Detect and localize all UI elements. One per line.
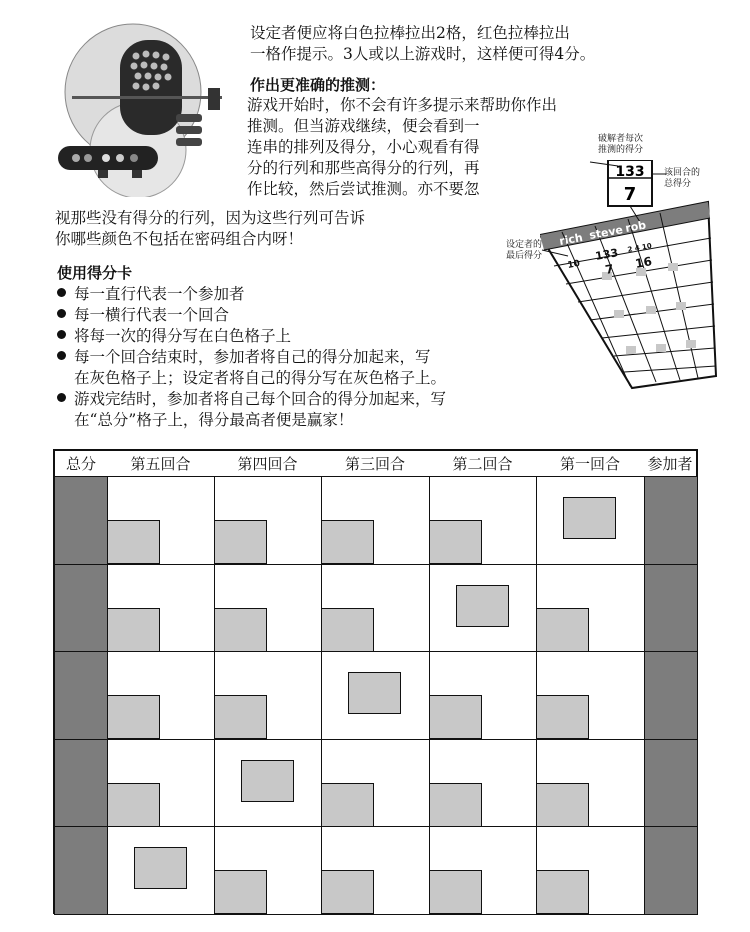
example-card-illustration: [540, 160, 720, 390]
player-name-cell[interactable]: [644, 651, 698, 740]
bullet-item: 每一直行代表一个参加者: [57, 284, 446, 305]
guess-line: 连串的排列及得分，小心观看有得: [247, 138, 480, 156]
round-total-box[interactable]: [536, 783, 589, 827]
guess-line: 作比较，然后尝试推测。亦不要忽: [247, 180, 480, 198]
callout-setter-last: 设定者的 最后得分: [506, 240, 543, 261]
bullet-item: 每一横行代表一个回合: [57, 305, 446, 326]
round-total-box[interactable]: [321, 870, 374, 914]
header-round-4: 第四回合: [237, 455, 298, 473]
total-score-cell[interactable]: [54, 826, 108, 915]
example-score: 7: [604, 261, 615, 277]
callout-guesser-total: 破解者每次 推测的得分: [598, 134, 644, 155]
round-total-box[interactable]: [536, 870, 589, 914]
round-total-box[interactable]: [321, 520, 374, 564]
zoom-top-value: 133: [615, 164, 645, 180]
bullet-dot: [57, 351, 66, 360]
example-name: rich: [558, 231, 584, 248]
player-name-cell[interactable]: [644, 564, 698, 653]
callout-round-total: 该回合的 总得分: [664, 168, 701, 189]
score-card: [53, 449, 698, 914]
round-total-box[interactable]: [214, 520, 267, 564]
round-total-box[interactable]: [429, 870, 482, 914]
round-total-box[interactable]: [321, 608, 374, 652]
header-total: 总分: [65, 455, 96, 473]
round-total-box[interactable]: [321, 783, 374, 827]
header-round-3: 第三回合: [344, 455, 405, 473]
intro-line: 一格作提示。3人或以上游戏时，这样便可得4分。: [250, 45, 596, 63]
bullet-list: [57, 284, 446, 431]
code-device-illustration: [58, 22, 243, 197]
total-score-cell[interactable]: [54, 739, 108, 828]
round-total-box[interactable]: [429, 695, 482, 739]
bullet-item: 将每一次的得分写在白色格子上: [57, 326, 446, 347]
guess-line: 你哪些颜色不包括在密码组合内呀！: [55, 230, 304, 248]
round-setter-score-box[interactable]: [456, 585, 509, 627]
total-score-cell[interactable]: [54, 651, 108, 740]
round-total-box[interactable]: [429, 520, 482, 564]
bullet-item-cont: 在“总分”格子上，得分最高者便是赢家！: [74, 411, 354, 429]
intro-paragraph: [250, 23, 595, 65]
bullet-item: 游戏完结时，参加者将自己每个回合的得分加起来，写: [57, 389, 446, 410]
example-name: rob: [624, 218, 648, 235]
guess-paragraph-continued: [55, 208, 365, 250]
round-setter-score-box[interactable]: [134, 847, 187, 889]
header-player: 参加者: [647, 455, 693, 473]
example-score: 10: [566, 258, 581, 271]
round-setter-score-box[interactable]: [348, 672, 401, 714]
intro-line: 设定者便应将白色拉棒拉出2格，红色拉棒拉出: [250, 24, 570, 42]
player-name-cell[interactable]: [644, 826, 698, 915]
header-round-5: 第五回合: [130, 455, 191, 473]
total-score-cell[interactable]: [54, 564, 108, 653]
header-round-2: 第二回合: [452, 455, 513, 473]
guess-paragraph: [247, 95, 557, 200]
guess-line: 视那些没有得分的行列，因为这些行列可告诉: [55, 209, 366, 227]
round-total-box[interactable]: [214, 870, 267, 914]
guess-heading: 作出更准确的推测：: [250, 76, 386, 94]
round-total-box[interactable]: [536, 695, 589, 739]
round-total-box[interactable]: [214, 695, 267, 739]
example-name: steve: [588, 223, 624, 242]
example-score: 133: [594, 246, 620, 263]
guess-line: 推测。但当游戏继续，便会看到一: [247, 117, 480, 135]
example-score: 2 4 10: [626, 241, 653, 254]
round-total-box[interactable]: [536, 608, 589, 652]
bullet-dot: [57, 393, 66, 402]
bullet-dot: [57, 330, 66, 339]
bullet-dot: [57, 309, 66, 318]
zoom-bottom-value: 7: [623, 184, 637, 205]
guess-line: 游戏开始时，你不会有许多提示来帮助你作出: [247, 96, 558, 114]
round-total-box[interactable]: [429, 783, 482, 827]
total-score-cell[interactable]: [54, 476, 108, 565]
player-name-cell[interactable]: [644, 739, 698, 828]
round-setter-score-box[interactable]: [241, 760, 294, 802]
round-total-box[interactable]: [107, 783, 160, 827]
round-total-box[interactable]: [214, 608, 267, 652]
round-total-box[interactable]: [107, 695, 160, 739]
example-score: 16: [634, 254, 653, 271]
bullet-item: 每一个回合结束时，参加者将自己的得分加起来，写: [57, 347, 446, 368]
header-round-1: 第一回合: [559, 455, 620, 473]
round-total-box[interactable]: [107, 608, 160, 652]
round-total-box[interactable]: [107, 520, 160, 564]
guess-line: 分的行列和那些高得分的行列，再: [247, 159, 480, 177]
bullet-item-cont: 在灰色格子上；设定者将自己的得分写在灰色格子上。: [74, 369, 447, 387]
bullet-dot: [57, 288, 66, 297]
scorecard-heading: 使用得分卡: [57, 264, 133, 282]
round-setter-score-box[interactable]: [563, 497, 616, 539]
player-name-cell[interactable]: [644, 476, 698, 565]
